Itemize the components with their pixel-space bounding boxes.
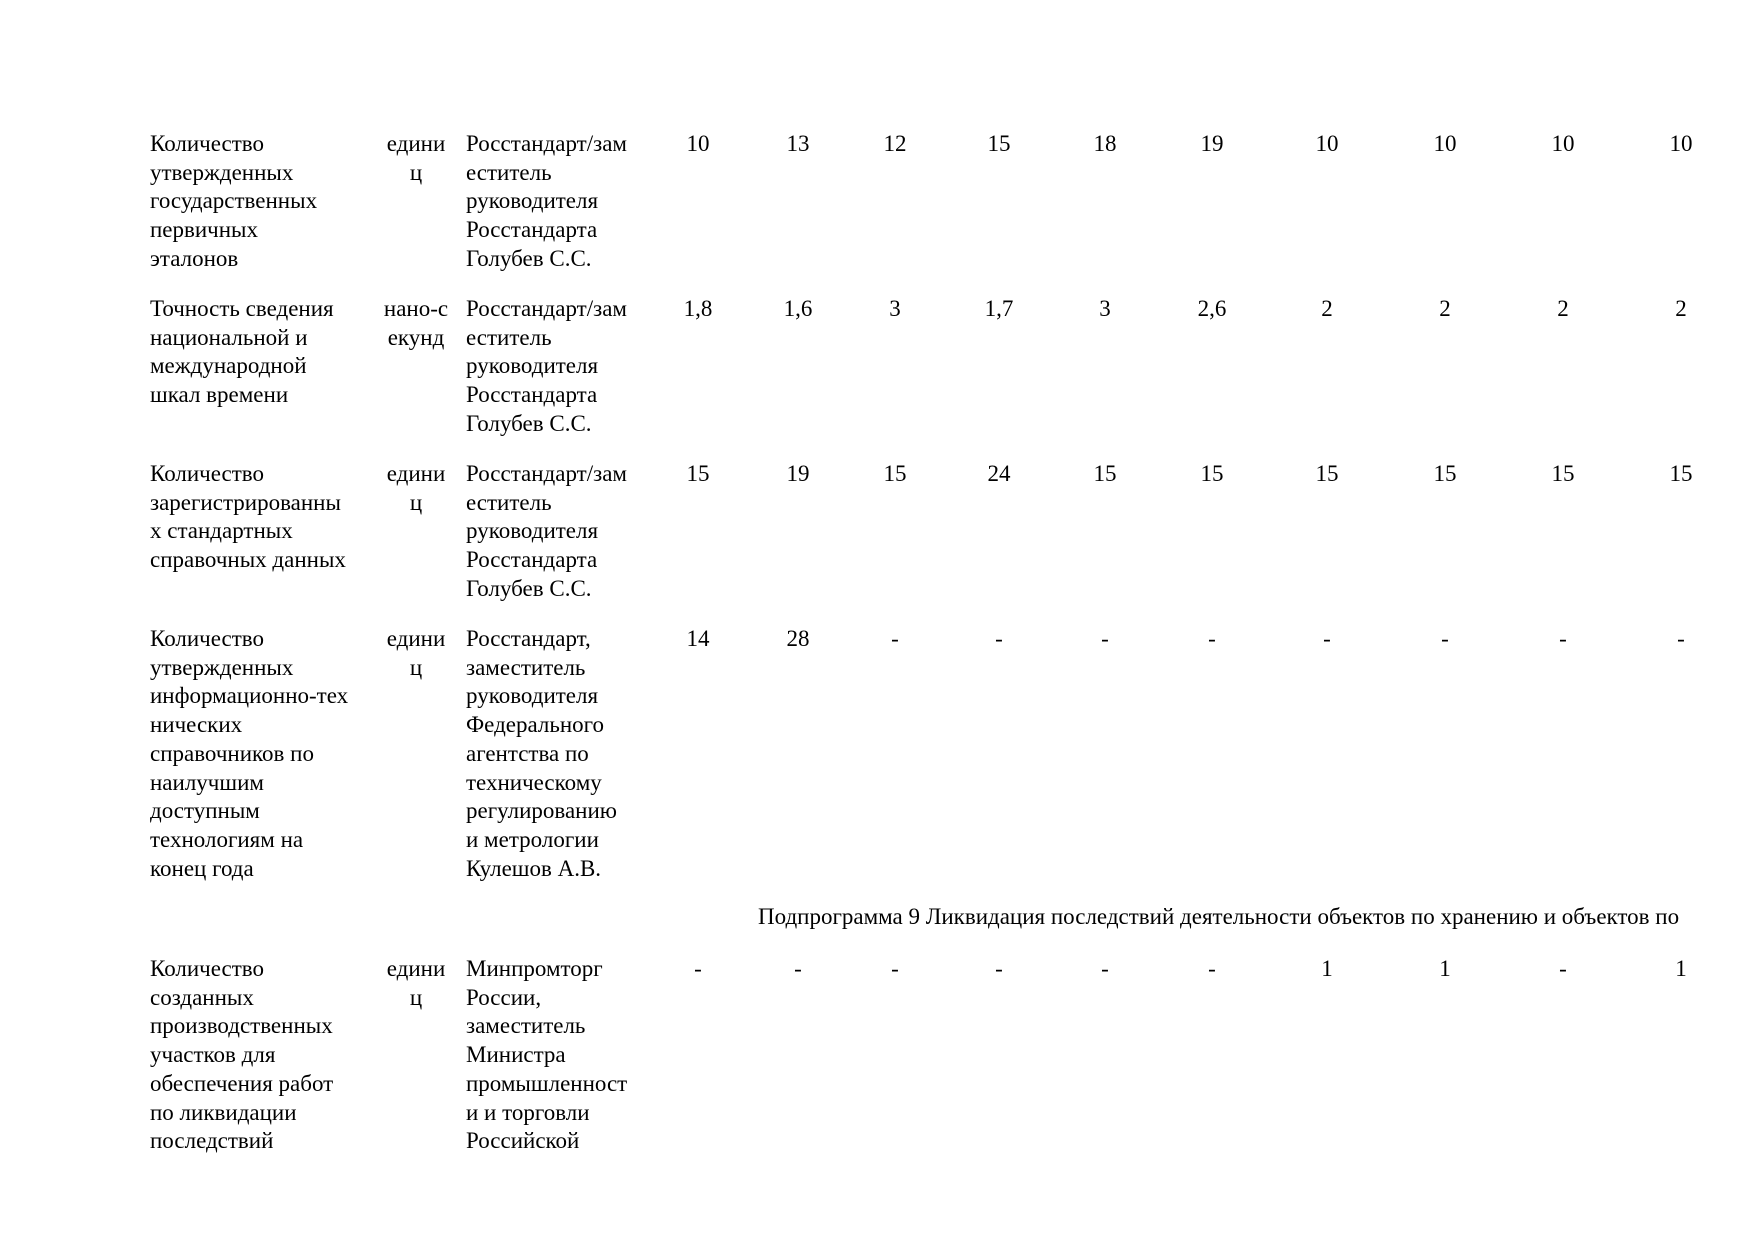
value-cell: 3 bbox=[889, 296, 901, 321]
value-cell: - bbox=[1208, 626, 1216, 651]
value-cell: 1 bbox=[1321, 956, 1333, 981]
value-cell: 12 bbox=[883, 131, 907, 156]
value-cell: 10 bbox=[1315, 131, 1339, 156]
value-cell: - bbox=[1101, 956, 1109, 981]
unit: едини ц bbox=[386, 626, 446, 680]
value-cell: 19 bbox=[1200, 131, 1224, 156]
value-cell: - bbox=[694, 956, 702, 981]
value-cell: - bbox=[1559, 626, 1567, 651]
value-cell: - bbox=[1208, 956, 1216, 981]
unit: едини ц bbox=[386, 131, 446, 185]
value-cell: 1,7 bbox=[984, 296, 1014, 321]
indicator-name: Точность сведения национальной и международной шкал времени bbox=[150, 296, 334, 408]
responsible: Росстандарт/зам еститель руководителя Росстандарта Голубев С.С. bbox=[466, 296, 627, 436]
responsible: Росстандарт, заместитель руководителя Федерального агентства по техническому регулированию и метрологии Кулешов А.В. bbox=[466, 626, 617, 881]
value-cell: - bbox=[794, 956, 802, 981]
value-cell: 15 bbox=[686, 461, 710, 486]
value-cell: 2 bbox=[1675, 296, 1687, 321]
indicator-name: Количество утвержденных информационно-тех нических справочников по наилучшим доступным технологиям на конец года bbox=[150, 626, 349, 881]
value-cell: - bbox=[1323, 626, 1331, 651]
value-cell: 24 bbox=[987, 461, 1011, 486]
value-cell: - bbox=[1441, 626, 1449, 651]
value-cell: 15 bbox=[1669, 461, 1693, 486]
value-cell: 15 bbox=[1433, 461, 1457, 486]
value-cell: - bbox=[891, 956, 899, 981]
value-cell: 15 bbox=[1200, 461, 1224, 486]
value-cell: 13 bbox=[786, 131, 810, 156]
value-cell: 10 bbox=[1669, 131, 1693, 156]
value-cell: 15 bbox=[1551, 461, 1575, 486]
value-cell: 3 bbox=[1099, 296, 1111, 321]
subprogram-title: Подпрограмма 9 Ликвидация последствий деятельности объектов по хранению и объектов по bbox=[758, 904, 1680, 929]
value-cell: 2 bbox=[1439, 296, 1451, 321]
value-cell: 10 bbox=[1433, 131, 1457, 156]
value-cell: - bbox=[995, 626, 1003, 651]
unit: едини ц bbox=[386, 461, 446, 515]
indicator-name: Количество утвержденных государственных первичных эталонов bbox=[150, 131, 318, 271]
value-cell: 28 bbox=[786, 626, 810, 651]
value-cell: 2 bbox=[1321, 296, 1333, 321]
value-cell: 14 bbox=[686, 626, 710, 651]
value-cell: 2,6 bbox=[1197, 296, 1227, 321]
unit: нано-с екунд bbox=[383, 296, 449, 350]
value-cell: - bbox=[891, 626, 899, 651]
indicator-name: Количество созданных производственных участков для обеспечения работ по ликвидации последствий bbox=[150, 956, 334, 1154]
value-cell: 1,8 bbox=[683, 296, 713, 321]
value-cell: 15 bbox=[1093, 461, 1117, 486]
value-cell: 1,6 bbox=[783, 296, 813, 321]
responsible: Минпромторг России, заместитель Министра промышленност и и торговли Российской bbox=[466, 956, 628, 1154]
value-cell: 19 bbox=[786, 461, 810, 486]
value-cell: 15 bbox=[883, 461, 907, 486]
responsible: Росстандарт/зам еститель руководителя Росстандарта Голубев С.С. bbox=[466, 131, 627, 271]
value-cell: 15 bbox=[987, 131, 1011, 156]
value-cell: 2 bbox=[1557, 296, 1569, 321]
value-cell: 15 bbox=[1315, 461, 1339, 486]
responsible: Росстандарт/зам еститель руководителя Росстандарта Голубев С.С. bbox=[466, 461, 627, 601]
value-cell: 10 bbox=[1551, 131, 1575, 156]
value-cell: 10 bbox=[686, 131, 710, 156]
indicator-name: Количество зарегистрированны х стандартных справочных данных bbox=[150, 461, 346, 573]
value-cell: 1 bbox=[1439, 956, 1451, 981]
unit: едини ц bbox=[386, 956, 446, 1010]
value-cell: 18 bbox=[1093, 131, 1117, 156]
value-cell: - bbox=[1677, 626, 1685, 651]
value-cell: - bbox=[1101, 626, 1109, 651]
value-cell: - bbox=[995, 956, 1003, 981]
value-cell: - bbox=[1559, 956, 1567, 981]
value-cell: 1 bbox=[1675, 956, 1687, 981]
